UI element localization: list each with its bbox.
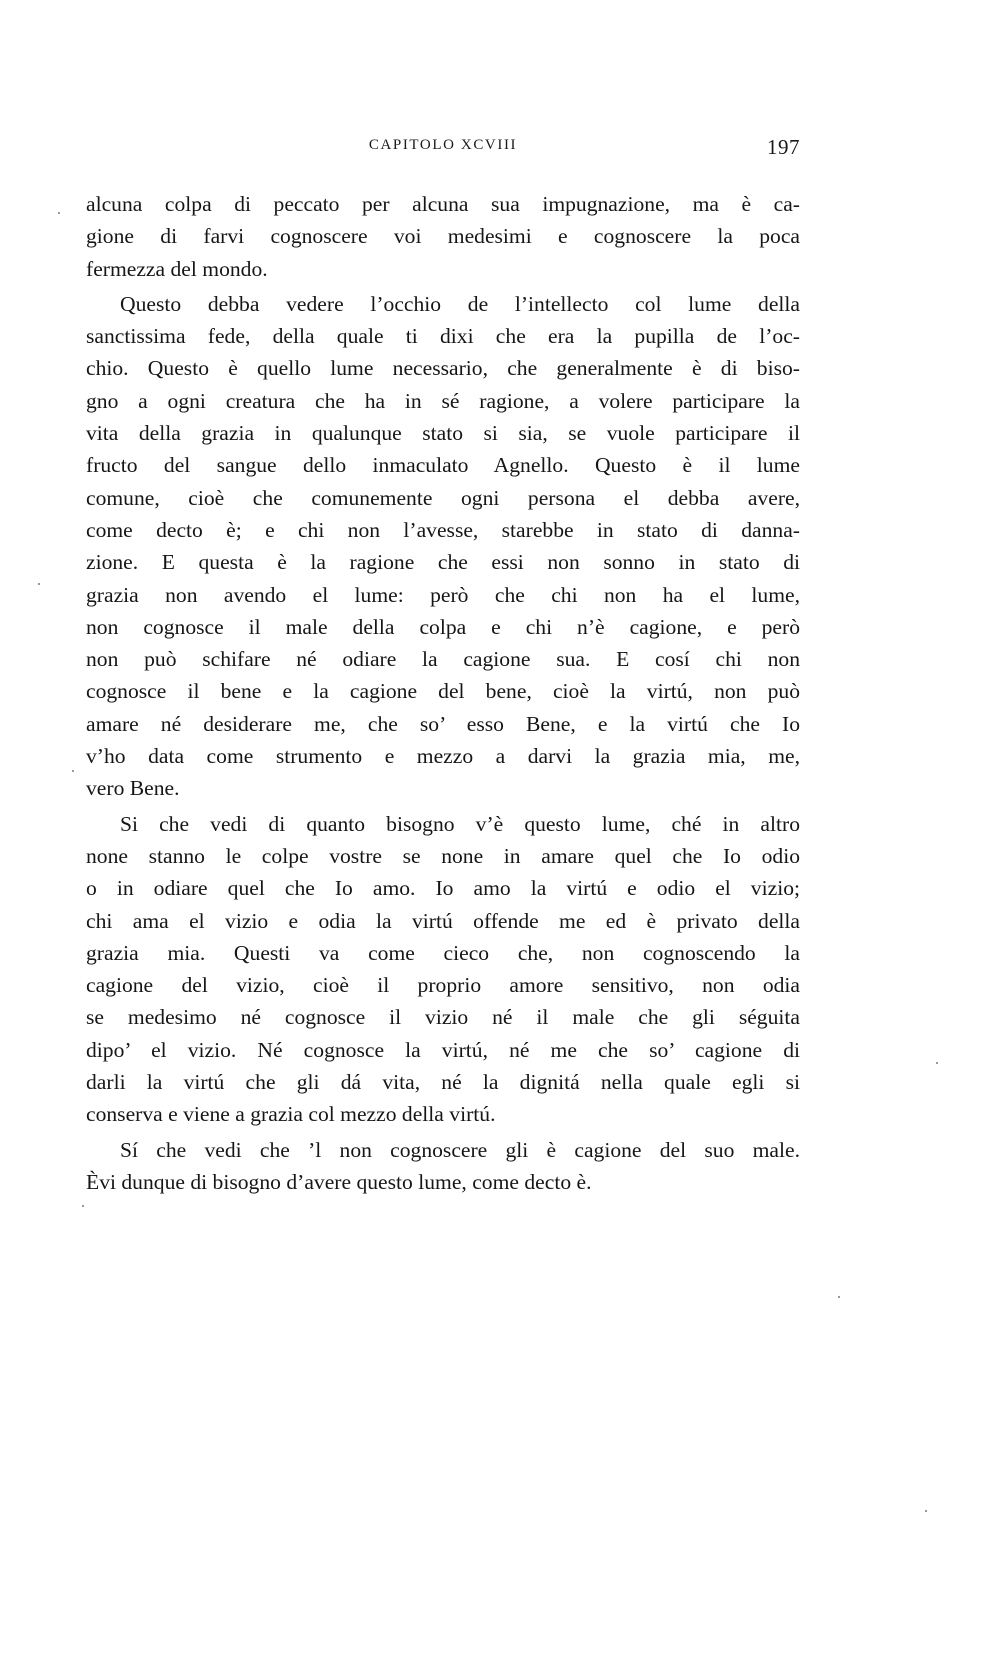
text-line: fructo del sangue dello inmaculato Agnello. Questo è il lume: [86, 453, 800, 478]
paragraph-3: [86, 808, 800, 1131]
text-line: cagione del vizio, cioè il proprio amore sensitivo, non odia: [86, 973, 800, 998]
text-line: none stanno le colpe vostre se none in amare quel che Io odio: [86, 843, 800, 868]
text-line: dipo’ el vizio. Né cognosce la virtú, né me che so’ cagione di: [86, 1037, 800, 1062]
scan-speck: [936, 1062, 938, 1064]
page-number: 197: [767, 135, 800, 159]
scan-speck: [58, 212, 60, 214]
chapter-title: CAPITOLO XCVIII: [368, 137, 518, 153]
text-line: Sí che vedi che ’l non cognoscere gli è cagione del suo male.: [120, 1137, 800, 1162]
text-line: se medesimo né cognosce il vizio né il male che gli séguita: [86, 1005, 800, 1030]
text-line: Si che vedi di quanto bisogno v’è questo lume, ché in altro: [120, 811, 800, 836]
scan-speck: [38, 583, 40, 585]
body-text: [86, 188, 800, 1198]
text-line: v’ho data come strumento e mezzo a darvi la grazia mia, me,: [86, 744, 800, 769]
text-line: non può schifare né odiare la cagione sua. E cosí chi non: [86, 647, 800, 672]
text-line: grazia non avendo el lume: però che chi non ha el lume,: [86, 582, 800, 607]
text-line: cognosce il bene e la cagione del bene, cioè la virtú, non può: [86, 679, 800, 704]
scan-speck: [838, 1296, 840, 1298]
paragraph-2: [86, 288, 800, 805]
text-line: darli la virtú che gli dá vita, né la dignitá nella quale egli si: [86, 1070, 800, 1095]
text-line: gione di farvi cognoscere voi medesimi e cognoscere la poca: [86, 224, 800, 249]
text-line: come decto è; e chi non l’avesse, starebbe in stato di danna-: [86, 517, 800, 542]
text-line: chi ama el vizio e odia la virtú offende me ed è privato della: [86, 908, 800, 933]
text-line: non cognosce il male della colpa e chi n’è cagione, e però: [86, 614, 800, 639]
text-line: Èvi dunque di bisogno d’avere questo lume, come decto è.: [86, 1169, 592, 1194]
text-line: Questo debba vedere l’occhio de l’intellecto col lume della: [120, 291, 800, 316]
text-line: fermezza del mondo.: [86, 256, 268, 281]
paragraph-4: [86, 1134, 800, 1199]
text-line: grazia mia. Questi va come cieco che, non cognoscendo la: [86, 940, 800, 965]
text-line: gno a ogni creatura che ha in sé ragione, a volere participare la: [86, 388, 800, 413]
text-line: conserva e viene a grazia col mezzo della virtú.: [86, 1102, 496, 1127]
scan-speck: [925, 1510, 927, 1512]
text-line: zione. E questa è la ragione che essi non sonno in stato di: [86, 550, 800, 575]
paragraph-1: [86, 188, 800, 285]
text-line: amare né desiderare me, che so’ esso Bene, e la virtú che Io: [86, 711, 800, 736]
text-line: vero Bene.: [86, 776, 180, 801]
text-line: o in odiare quel che Io amo. Io amo la virtú e odio el vizio;: [86, 876, 800, 901]
scan-speck: [82, 1205, 84, 1207]
text-line: comune, cioè che comunemente ogni persona el debba avere,: [86, 485, 800, 510]
text-line: vita della grazia in qualunque stato si sia, se vuole participare il: [86, 421, 800, 446]
running-head: [86, 133, 800, 161]
text-line: sanctissima fede, della quale ti dixi che era la pupilla de l’oc-: [86, 324, 800, 349]
text-line: alcuna colpa di peccato per alcuna sua impugnazione, ma è ca-: [86, 192, 800, 216]
scan-speck: [72, 770, 74, 772]
text-line: chio. Questo è quello lume necessario, che generalmente è di biso-: [86, 356, 800, 381]
